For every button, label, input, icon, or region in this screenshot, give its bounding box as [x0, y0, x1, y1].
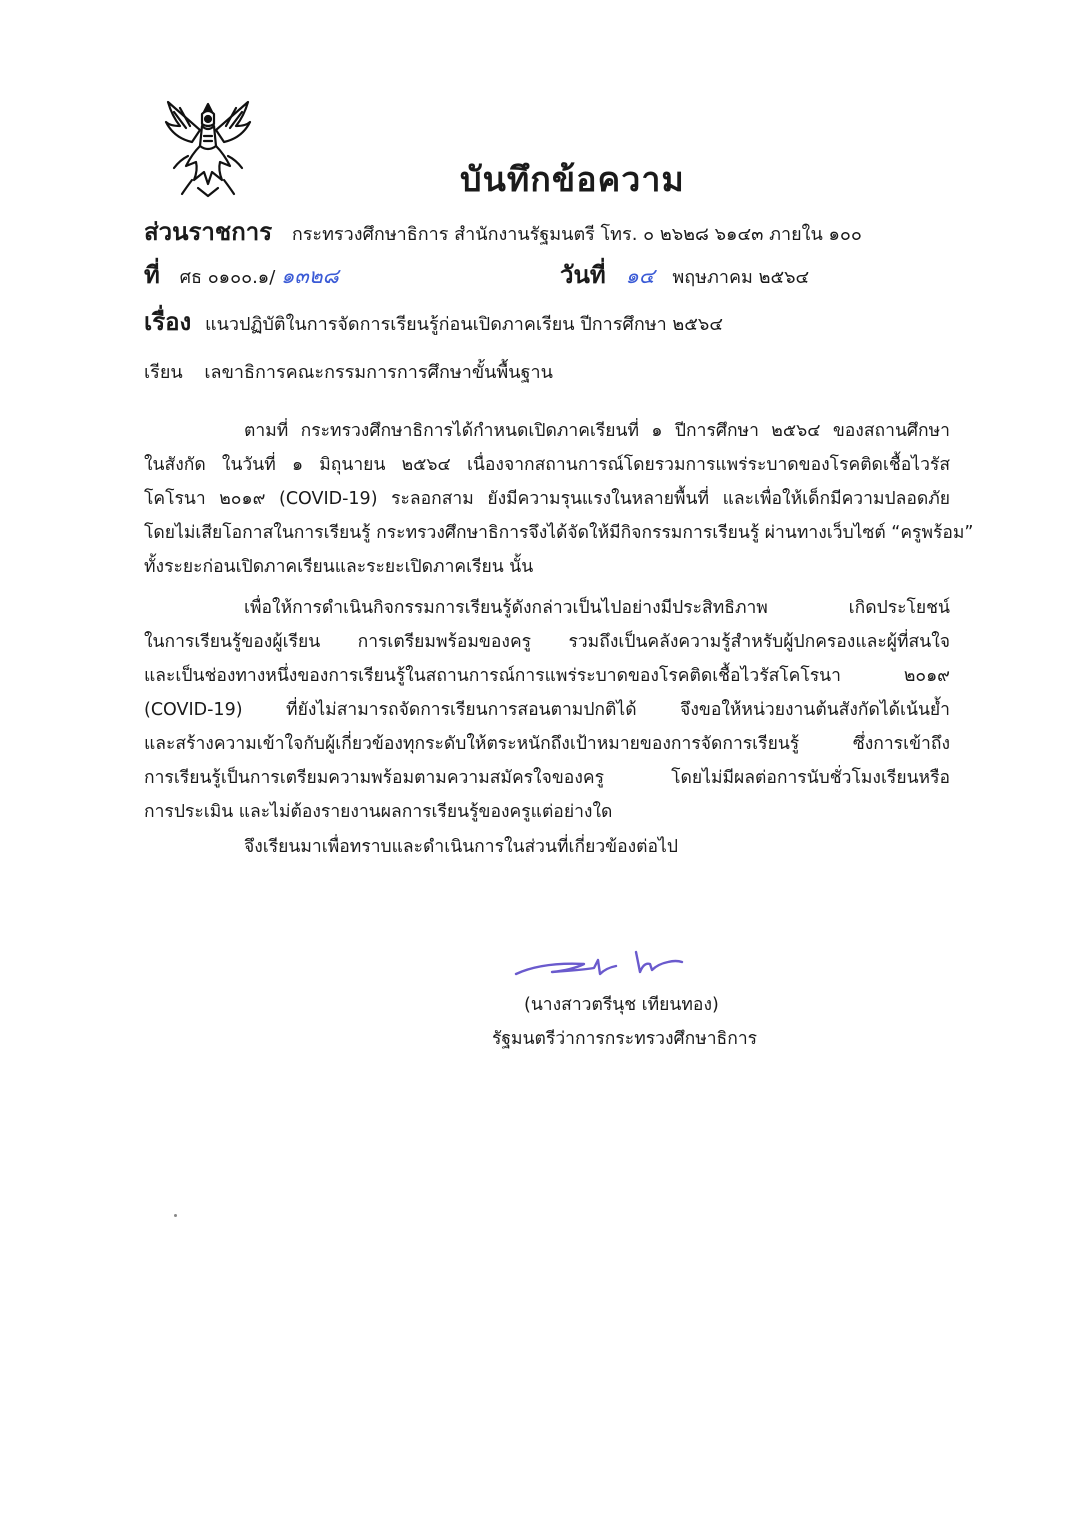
signer-position: รัฐมนตรีว่าการกระทรวงศึกษาธิการ: [492, 1029, 758, 1049]
paragraph-line: ทั้งระยะก่อนเปิดภาคเรียนและระยะเปิดภาคเรียน นั้น: [144, 557, 534, 577]
paragraph-line: ในการเรียนรู้ของผู้เรียน การเตรียมพร้อมของครู รวมถึงเป็นคลังความรู้สำหรับผู้ปกครองและผู้ที่สนใจ: [144, 632, 950, 652]
paragraph-line: โดยไม่เสียโอกาสในการเรียนรู้ กระทรวงศึกษาธิการจึงได้จัดให้มีกิจกรรมการเรียนรู้ ผ่านทางเว็บไซต์ “ครูพร้อม”: [144, 523, 974, 543]
date-label: วันที่: [560, 261, 606, 289]
paragraph-line: ตามที่ กระทรวงศึกษาธิการได้กำหนดเปิดภาคเรียนที่ ๑ ปีการศึกษา ๒๕๖๔ ของสถานศึกษา: [244, 421, 950, 441]
date-month-year: พฤษภาคม ๒๕๖๔: [672, 267, 810, 288]
reference-prefix: ศธ ๐๑๐๐.๑/: [179, 267, 276, 288]
date-row: [560, 255, 809, 294]
signer-name: (นางสาวตรีนุช เทียนทอง): [524, 995, 719, 1015]
subject-row: [144, 302, 723, 341]
reference-number: ๑๓๒๘: [281, 264, 339, 288]
department-value: กระทรวงศึกษาธิการ สำนักงานรัฐมนตรี โทร. ๐ ๒๖๒๘ ๖๑๔๓ ภายใน ๑๐๐: [291, 224, 862, 245]
paragraph-line: และสร้างความเข้าใจกับผู้เกี่ยวข้องทุกระดับให้ตระหนักถึงเป้าหมายของการจัดการเรียนรู้ ซึ่งการเข้าถึง: [144, 734, 950, 754]
reference-label: ที่: [144, 261, 160, 289]
salutation-label: เรียน: [144, 362, 183, 383]
closing-text: จึงเรียนมาเพื่อทราบและดำเนินการในส่วนที่เกี่ยวข้องต่อไป: [244, 837, 678, 857]
reference-row: [144, 255, 339, 294]
paragraph-2: [144, 591, 950, 829]
department-row: [144, 212, 862, 251]
memo-title: บันทึกข้อความ: [460, 160, 685, 200]
department-label: ส่วนราชการ: [144, 218, 273, 246]
closing-line: [244, 830, 944, 864]
paragraph-line: การเรียนรู้เป็นการเตรียมความพร้อมตามความสมัครใจของครู โดยไม่มีผลต่อการนับชั่วโมงเรียนหรือ: [144, 768, 950, 788]
salutation-value: เลขาธิการคณะกรรมการการศึกษาขั้นพื้นฐาน: [204, 362, 553, 383]
paragraph-line: การประเมิน และไม่ต้องรายงานผลการเรียนรู้ของครูแต่อย่างใด: [144, 802, 613, 822]
subject-value: แนวปฏิบัติในการจัดการเรียนรู้ก่อนเปิดภาคเรียน ปีการศึกษา ๒๕๖๔: [204, 314, 723, 335]
paragraph-line: โคโรนา ๒๐๑๙ (COVID-19) ระลอกสาม ยังมีความรุนแรงในหลายพื้นที่ และเพื่อให้เด็กมีความปลอดภัย: [144, 489, 950, 509]
garuda-emblem-icon: [162, 96, 254, 200]
paragraph-1: [144, 414, 974, 584]
subject-label: เรื่อง: [144, 308, 192, 336]
salutation-row: [144, 357, 553, 386]
paragraph-line: และเป็นช่องทางหนึ่งของการเรียนรู้ในสถานการณ์การแพร่ระบาดของโรคติดเชื้อไวรัสโคโรนา ๒๐๑๙: [144, 666, 950, 686]
paragraph-line: เพื่อให้การดำเนินกิจกรรมการเรียนรู้ดังกล่าวเป็นไปอย่างมีประสิทธิภาพ เกิดประโยชน์: [244, 598, 950, 618]
paragraph-line: (COVID-19) ที่ยังไม่สามารถจัดการเรียนการสอนตามปกติได้ จึงขอให้หน่วยงานต้นสังกัดได้เน้นย้ำ: [144, 700, 950, 720]
date-day: ๑๔: [625, 264, 655, 288]
paragraph-line: ในสังกัด ในวันที่ ๑ มิถุนายน ๒๕๖๔ เนื่องจากสถานการณ์โดยรวมการแพร่ระบาดของโรคติดเชื้อไวรัส: [144, 455, 950, 475]
scan-speck: [174, 1214, 177, 1217]
signature-image: [512, 940, 692, 990]
